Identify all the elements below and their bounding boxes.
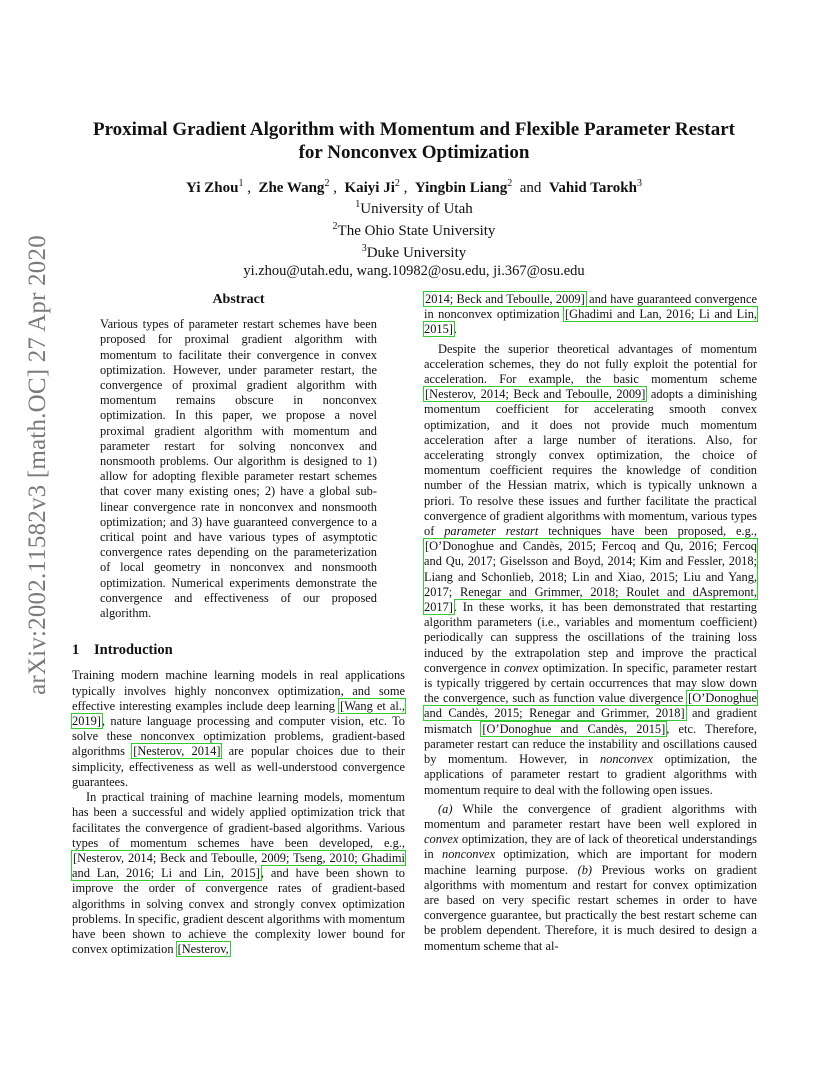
paper-title	[70, 118, 758, 164]
citation-link[interactable]: 2014; Beck and Teboulle, 2009]	[425, 292, 585, 306]
section-number: 1	[72, 642, 80, 659]
author-list: Yi Zhou$^1$ , Zhe Wang$^2$ , Kaiyi Ji$^2$ , Yingbin Liang$^2$ and Vahid Tarokh$^3$	[186, 178, 642, 196]
affil-name: University of Utah	[360, 201, 473, 217]
emphasis: (b)	[577, 862, 593, 877]
author-affil-mark: 3	[636, 178, 642, 189]
citation-link[interactable]: [Nesterov,	[177, 942, 229, 957]
text: While the convergence of gradient algorithms with momentum and parameter restart have been well explored in	[424, 801, 757, 831]
affil-name: The Ohio State University	[337, 223, 496, 239]
text: optimization, which are important for modern machine learning purpose.	[424, 847, 757, 877]
title-line-1: Proximal Gradient Algorithm with Momentum and Flexible Parameter Restart	[92, 119, 736, 140]
author-affil-mark: 1	[238, 178, 244, 189]
text: and gradient mismatch	[424, 706, 757, 736]
citation-link[interactable]: [O’Donoghue and Candès, 2015; Renegar and Grimmer, 2018]	[424, 691, 757, 721]
author-affil-mark: 2	[324, 178, 330, 189]
text: techniques have been proposed, e.g.,	[538, 524, 758, 539]
section-title: Introduction	[94, 642, 173, 659]
text: , nature language processing and computer vision, etc. To solve these nonconvex optimization problems, gradient-based algorithms	[72, 714, 405, 759]
text: . In these works, it has been demonstrated that restarting algorithm parameters (i.e., variables and momentum coefficient) periodically can suppress the oscillations of the training loss induced by the extrapolation step and improve the practical convergence in	[424, 600, 757, 675]
emphasis: nonconvex	[442, 847, 496, 862]
author-name: Yingbin Liang	[414, 180, 508, 196]
citation-link[interactable]: [Nesterov, 2014; Beck and Teboulle, 2009; Tseng, 2010; Ghadimi and Lan, 2016; Li and Lin, 2015]	[72, 850, 405, 881]
text: .	[453, 322, 458, 337]
affiliation	[70, 218, 758, 240]
affiliations	[70, 196, 758, 280]
citation-link[interactable]: [Nesterov, 2014]	[133, 744, 221, 759]
intro-paragraph-3	[424, 342, 757, 798]
text: adopts a diminishing momentum coefficient for accelerating smooth convex optimization, and it does not provide much momentum acceleration after a large number of iterations. Also, for accelerating strongly convex optimization, the choice of momentum coefficient requires the knowledge of condition number of the Hessian matrix, which is typically unknown a priori. To resolve these issues and further facilitate the practical convergence of gradient algorithms with momentum, various types of	[424, 387, 757, 539]
text: , etc. Therefore, parameter restart can reduce the instability and oscillations caused by momentum. However, in	[424, 721, 757, 767]
citation-link[interactable]: [Wang et al., 2019]	[72, 698, 405, 729]
emphasis: convex	[424, 832, 459, 847]
author-name: Kaiyi Ji	[344, 180, 395, 196]
author-conjunction: and	[519, 180, 542, 196]
text: In practical training of machine learning models, momentum has been a successful and widely applied optimization trick that facilitates the convergence of gradient-based algorithms. Various types of momentum schemes have been developed, e.g.,	[72, 790, 405, 850]
text: Despite the superior theoretical advantages of momentum acceleration schemes, they do not fully exploit the potential for acceleration. For example, the basic momentum scheme	[424, 341, 757, 387]
author-affil-mark: 2	[394, 178, 400, 189]
emphasis: parameter restart	[444, 524, 539, 539]
affil-name: Duke University	[366, 245, 467, 261]
intro-paragraph-1	[72, 668, 405, 790]
affil-mark: 1	[355, 199, 361, 210]
affiliation	[70, 240, 758, 262]
citation-link[interactable]: [O’Donoghue and Candès, 2015]	[482, 721, 666, 736]
arxiv-identifier: arXiv:2002.11582v3 [math.OC] 27 Apr 2020	[24, 235, 51, 695]
text: optimization, they are of lack of theoretical understandings in	[424, 832, 757, 862]
left-column	[72, 292, 405, 957]
text: Training modern machine learning models in real applications typically involves highly nonconvex optimization, and some effective interesting examples include deep learning	[72, 668, 405, 713]
citation-link[interactable]: [Nesterov, 2014; Beck and Teboulle, 2009]	[425, 387, 646, 402]
emphasis: (a)	[438, 801, 453, 816]
author-name: Yi Zhou	[186, 180, 239, 196]
continued-paragraph	[424, 292, 757, 338]
section-heading	[72, 643, 405, 658]
affil-mark: 2	[332, 221, 338, 232]
text: and have guaranteed convergence in nonconvex optimization	[424, 292, 757, 322]
author-name: Zhe Wang	[258, 180, 325, 196]
author-emails: yi.zhou@utah.edu, wang.10982@osu.edu, ji.367@osu.edu	[243, 263, 585, 279]
emphasis: convex	[504, 660, 539, 675]
abstract-body: Various types of parameter restart schemes have been proposed for proximal gradient algorithm with momentum to facilitate their convergence in convex optimization. However, under parameter restart, the convergence of proximal gradient algorithm with momentum remains obscure in nonconvex optimization. In this paper, we propose a novel proximal gradient algorithm with momentum and parameter restart for solving nonconvex and nonsmooth problems. Our algorithm is designed to 1) allow for adopting flexible parameter restart schemes that cover many existing ones; 2) have a global sub-linear convergence rate in nonconvex and nonsmooth optimization; and 3) have guaranteed convergence to a critical point and have various types of asymptotic convergence rates depending on the parameterization of local geometry in nonconvex and nonsmooth optimization. Numerical experiments demonstrate the convergence and effectiveness of our proposed algorithm.	[100, 317, 377, 621]
affiliation	[70, 196, 758, 218]
abstract-heading: Abstract	[212, 292, 265, 307]
intro-paragraph-2	[72, 790, 405, 957]
title-line-2: for Nonconvex Optimization	[298, 142, 530, 163]
emphasis: nonconvex	[599, 752, 653, 767]
citation-link[interactable]: [O’Donoghue and Candès, 2015; Fercoq and Qu, 2016; Fercoq and Qu, 2017; Giselsson and Boyd, 2014; Kim and Fessler, 2018; Liang and Schonlieb, 2018; Lin and Xiao, 2015; Liu and Yang, 2017; Renegar and Grimmer, 2018; Roulet and dAspremont, 2017]	[424, 539, 757, 615]
intro-paragraph-4	[424, 802, 757, 954]
text: are popular choices due to their simplicity, effectiveness as well as well-understood convergence guarantees.	[72, 744, 405, 789]
text: optimization, the applications of parameter restart to gradient algorithms with momentum require to deal with the following open issues.	[424, 752, 757, 797]
text: , and have been shown to improve the order of convergence rates of gradient-based algorithms in solving convex and strongly convex optimization problems. In specific, gradient descent algorithms with momentum have been shown to achieve the complexity lower bound for convex optimization	[72, 866, 406, 957]
arxiv-sidebar-stamp	[18, 235, 58, 695]
text: Previous works on gradient algorithms with momentum and restart for convex optimization are based on very specific restart schemes in order to have convergence guarantee, but practically the best restart scheme can be problem dependent. Therefore, it is much desired to design a momentum scheme that al-	[424, 862, 757, 953]
text: optimization. In specific, parameter restart is typically triggered by certain occurrences that may slow down the convergence, such as function value divergence	[424, 660, 757, 706]
affil-mark: 3	[361, 243, 367, 254]
right-column	[424, 292, 757, 954]
author-name: Vahid Tarokh	[548, 180, 637, 196]
author-affil-mark: 2	[507, 178, 513, 189]
citation-link[interactable]: [Ghadimi and Lan, 2016; Li and Lin, 2015]	[424, 307, 757, 337]
